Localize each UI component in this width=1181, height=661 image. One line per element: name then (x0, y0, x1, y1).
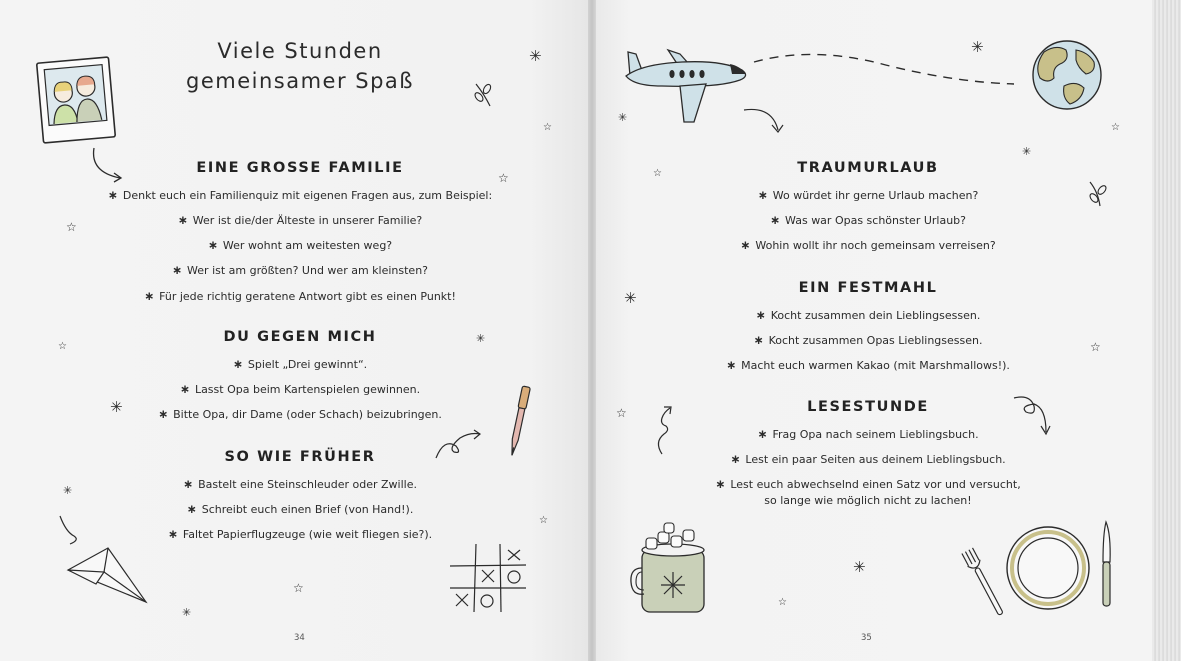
flight-path-dashes (752, 50, 1022, 90)
bullet-icon: ∗ (171, 263, 183, 277)
cocoa-mug-icon (628, 522, 708, 614)
heading-eine-grosse-familie: EINE GROSSE FAMILIE (196, 160, 404, 176)
list-item: ∗ Was war Opas schönster Urlaub? (769, 213, 966, 227)
bullet-icon: ∗ (730, 452, 741, 466)
list-item: ∗ Wo würdet ihr gerne Urlaub machen? (757, 188, 979, 202)
list-item: ∗ Kocht zusammen dein Lieblingsessen. (755, 308, 981, 322)
heading-du-gegen-mich: DU GEGEN MICH (223, 329, 377, 345)
bullet-icon: ∗ (740, 238, 751, 252)
bullet-icon: ∗ (755, 308, 766, 322)
page-title-line1: Viele Stunden (217, 39, 383, 63)
star-outline-icon: ☆ (1090, 340, 1101, 354)
list-item: ∗ Wohin wollt ihr noch gemeinsam verreisen? (740, 238, 996, 252)
sparkle-icon: ✳ (624, 289, 637, 307)
list-item: ∗ Spielt „Drei gewinnt“. (232, 357, 368, 371)
list-item: ∗ Frag Opa nach seinem Lieblingsbuch. (757, 427, 979, 441)
list-item: ∗ Wer ist die/der Älteste in unserer Familie? (177, 213, 423, 227)
heading-lesestunde: LESESTUNDE (807, 399, 929, 415)
paper-airplane-icon (56, 514, 152, 606)
list-item: ∗ Bastelt eine Steinschleuder oder Zwille. (183, 477, 417, 491)
sparkle-icon: ✳ (476, 332, 486, 345)
bullet-icon: ∗ (715, 477, 726, 491)
star-outline-icon: ☆ (616, 406, 627, 420)
curved-arrow-icon (88, 146, 128, 184)
sparkle-icon: ✳ (182, 606, 192, 619)
sparkle-icon: ✳ (63, 484, 73, 497)
list-item: ∗ Wer ist am größten? Und wer am kleinsten? (171, 263, 429, 277)
star-outline-icon: ☆ (653, 168, 662, 179)
bullet-icon: ∗ (769, 213, 781, 227)
star-outline-icon: ☆ (66, 220, 77, 234)
pen-icon (504, 382, 534, 462)
bullet-icon: ∗ (144, 289, 155, 303)
sparkle-icon: ✳ (971, 38, 984, 56)
bullet-icon: ∗ (207, 238, 218, 252)
page-edges (1152, 0, 1181, 661)
twig-icon (472, 80, 496, 108)
bullet-icon: ∗ (757, 427, 768, 441)
curved-arrow-icon (742, 106, 786, 136)
plate-icon (1004, 524, 1092, 612)
bullet-icon: ∗ (167, 527, 178, 541)
sparkle-icon: ✳ (110, 398, 123, 416)
list-item: ∗ Faltet Papierflugzeuge (wie weit fliegen sie?). (167, 527, 433, 541)
heading-ein-festmahl: EIN FESTMAHL (798, 280, 938, 296)
page-number-right: 35 (861, 633, 872, 643)
sparkle-icon: ✳ (618, 111, 628, 124)
bullet-icon: ∗ (753, 333, 764, 347)
sparkle-icon: ✳ (1022, 145, 1032, 158)
star-outline-icon: ☆ (778, 597, 787, 608)
star-outline-icon: ☆ (1111, 122, 1120, 133)
list-item: ∗ Lest ein paar Seiten aus deinem Lieblingsbuch. (730, 452, 1006, 466)
list-item-continuation: so lange wie möglich nicht zu lachen! (764, 494, 972, 507)
star-outline-icon: ☆ (539, 515, 548, 526)
list-item: ∗ Für jede richtig geratene Antwort gibt es einen Punkt! (144, 289, 456, 303)
bullet-icon: ∗ (179, 382, 190, 396)
list-item: ∗ Bitte Opa, dir Dame (oder Schach) beizubringen. (158, 407, 442, 421)
airplane-icon (622, 46, 752, 126)
list-item: ∗ Lasst Opa beim Kartenspielen gewinnen. (179, 382, 421, 396)
heading-traumurlaub: TRAUMURLAUB (797, 160, 939, 176)
list-item: ∗ Wer wohnt am weitesten weg? (207, 238, 393, 252)
knife-icon (1096, 520, 1116, 610)
list-item: ∗ Kocht zusammen Opas Lieblingsessen. (753, 333, 983, 347)
page-number-left: 34 (294, 633, 305, 643)
loop-arrow-icon (1012, 394, 1052, 438)
list-item: ∗ Macht euch warmen Kakao (mit Marshmallows!). (726, 358, 1010, 372)
globe-icon (1030, 38, 1104, 112)
star-outline-icon: ☆ (543, 122, 552, 133)
bullet-icon: ∗ (177, 213, 188, 227)
list-item: ∗ Schreibt euch einen Brief (von Hand!). (186, 502, 414, 516)
bullet-icon: ∗ (183, 477, 194, 491)
loop-arrow-icon (654, 404, 678, 456)
sparkle-icon: ✳ (529, 47, 542, 65)
bullet-icon: ∗ (186, 502, 197, 516)
list-item: ∗ Denkt euch ein Familienquiz mit eigenen Fragen aus, zum Beispiel: (107, 188, 493, 202)
loop-arrow-icon (434, 428, 484, 462)
sparkle-icon: ✳ (853, 558, 866, 576)
star-outline-icon: ☆ (498, 171, 509, 185)
star-outline-icon: ☆ (58, 341, 67, 352)
tic-tac-toe-icon (446, 542, 530, 614)
list-item: ∗ Lest euch abwechselnd einen Satz vor und versucht, (715, 477, 1021, 491)
bullet-icon: ∗ (726, 358, 737, 372)
star-outline-icon: ☆ (293, 581, 304, 595)
bullet-icon: ∗ (158, 407, 169, 421)
bullet-icon: ∗ (107, 188, 118, 202)
book-gutter (588, 0, 596, 661)
bullet-icon: ∗ (232, 357, 243, 371)
polaroid-photo-icon (38, 58, 116, 144)
heading-so-wie-frueher: SO WIE FRÜHER (224, 449, 376, 465)
page-title-line2: gemeinsamer Spaß (185, 69, 415, 93)
bullet-icon: ∗ (757, 188, 768, 202)
fork-icon (962, 542, 1008, 622)
twig-icon (1086, 178, 1110, 208)
